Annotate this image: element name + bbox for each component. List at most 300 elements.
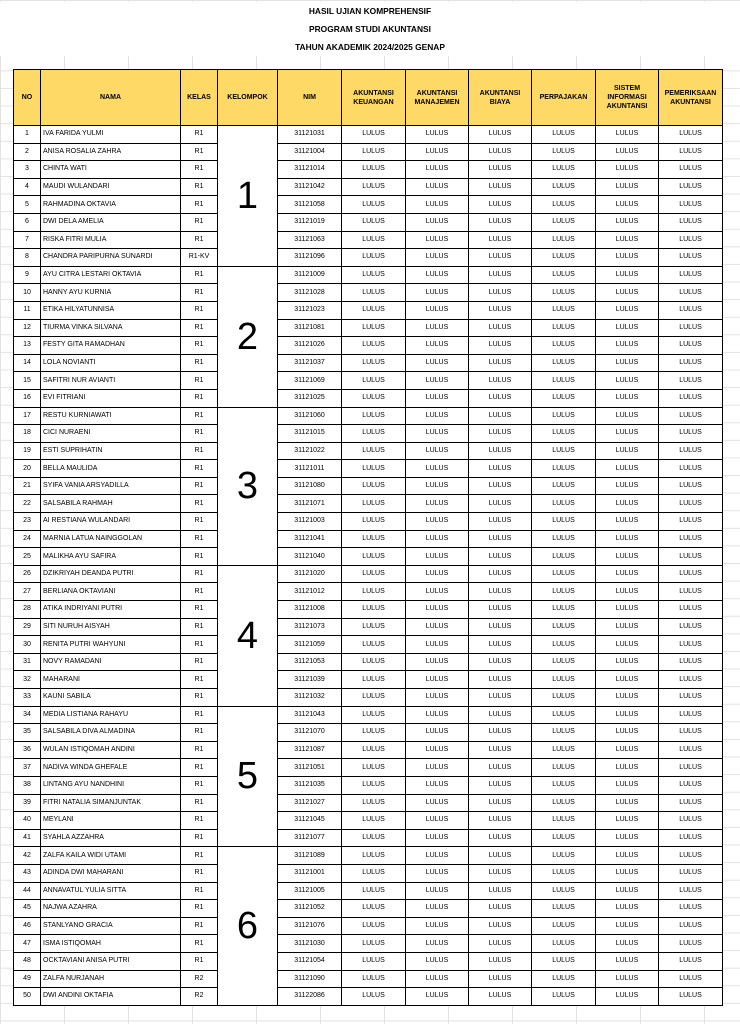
row-result: LULUS [659, 425, 723, 443]
row-result: LULUS [532, 583, 596, 601]
table-row [14, 354, 723, 372]
row-kelas: R1 [181, 812, 218, 830]
row-kelas: R1 [181, 530, 218, 548]
table-row [14, 601, 723, 619]
row-result: LULUS [406, 337, 469, 355]
row-result: LULUS [532, 882, 596, 900]
row-result: LULUS [596, 495, 659, 513]
row-kelas: R1 [181, 178, 218, 196]
row-result: LULUS [406, 917, 469, 935]
row-result: LULUS [342, 689, 406, 707]
row-nama: MAUDI WULANDARI [41, 178, 181, 196]
row-result: LULUS [659, 337, 723, 355]
col-header-subject: PEMERIKSAAN AKUNTANSI [659, 70, 723, 126]
row-nim: 31121052 [278, 900, 342, 918]
table-row [14, 231, 723, 249]
row-no: 11 [14, 301, 41, 319]
row-result: LULUS [469, 988, 532, 1006]
row-nama: MARNIA LATUA NAINGGOLAN [41, 530, 181, 548]
row-result: LULUS [596, 319, 659, 337]
row-result: LULUS [532, 653, 596, 671]
row-result: LULUS [596, 407, 659, 425]
row-result: LULUS [406, 477, 469, 495]
row-result: LULUS [342, 601, 406, 619]
row-nama: SYIFA VANIA ARSYADILLA [41, 477, 181, 495]
row-result: LULUS [532, 337, 596, 355]
row-result: LULUS [469, 952, 532, 970]
row-result: LULUS [406, 847, 469, 865]
row-result: LULUS [469, 460, 532, 478]
group-label: 1 [218, 126, 278, 267]
row-nama: STANLYANO GRACIA [41, 917, 181, 935]
row-result: LULUS [406, 864, 469, 882]
row-result: LULUS [469, 636, 532, 654]
row-result: LULUS [342, 407, 406, 425]
row-result: LULUS [342, 284, 406, 302]
row-result: LULUS [659, 829, 723, 847]
row-result: LULUS [596, 143, 659, 161]
row-nim: 31121081 [278, 319, 342, 337]
row-result: LULUS [532, 513, 596, 531]
row-result: LULUS [469, 864, 532, 882]
row-nama: KAUNI SABILA [41, 689, 181, 707]
row-no: 16 [14, 389, 41, 407]
row-nim: 31121058 [278, 196, 342, 214]
row-result: LULUS [406, 126, 469, 144]
results-table [13, 69, 723, 1006]
row-result: LULUS [596, 477, 659, 495]
row-result: LULUS [659, 653, 723, 671]
row-result: LULUS [532, 689, 596, 707]
row-kelas: R1 [181, 354, 218, 372]
row-result: LULUS [406, 741, 469, 759]
row-result: LULUS [659, 284, 723, 302]
row-result: LULUS [406, 900, 469, 918]
row-result: LULUS [406, 319, 469, 337]
row-nama: NAJWA AZAHRA [41, 900, 181, 918]
row-result: LULUS [406, 812, 469, 830]
table-row [14, 952, 723, 970]
row-no: 25 [14, 548, 41, 566]
row-kelas: R1 [181, 636, 218, 654]
row-no: 20 [14, 460, 41, 478]
row-result: LULUS [532, 477, 596, 495]
row-kelas: R1 [181, 513, 218, 531]
row-kelas: R1 [181, 319, 218, 337]
row-result: LULUS [469, 249, 532, 267]
row-result: LULUS [469, 442, 532, 460]
row-result: LULUS [469, 917, 532, 935]
row-kelas: R1 [181, 389, 218, 407]
table-row [14, 636, 723, 654]
row-nim: 31121025 [278, 389, 342, 407]
row-result: LULUS [342, 301, 406, 319]
results-body [14, 126, 723, 1006]
row-result: LULUS [532, 143, 596, 161]
row-result: LULUS [659, 917, 723, 935]
row-result: LULUS [532, 213, 596, 231]
row-result: LULUS [342, 530, 406, 548]
row-result: LULUS [469, 389, 532, 407]
row-nim: 31121008 [278, 601, 342, 619]
row-no: 45 [14, 900, 41, 918]
row-nim: 31121012 [278, 583, 342, 601]
row-nim: 31121040 [278, 548, 342, 566]
row-result: LULUS [596, 266, 659, 284]
row-result: LULUS [659, 495, 723, 513]
row-result: LULUS [406, 829, 469, 847]
row-kelas: R1 [181, 829, 218, 847]
row-no: 24 [14, 530, 41, 548]
row-result: LULUS [406, 495, 469, 513]
row-nama: SALSABILA RAHMAH [41, 495, 181, 513]
row-nim: 31121030 [278, 935, 342, 953]
row-result: LULUS [342, 900, 406, 918]
row-result: LULUS [406, 601, 469, 619]
row-kelas: R1 [181, 337, 218, 355]
row-result: LULUS [469, 143, 532, 161]
row-nama: TIURMA VINKA SILVANA [41, 319, 181, 337]
row-result: LULUS [532, 970, 596, 988]
row-nama: RISKA FITRI MULIA [41, 231, 181, 249]
row-result: LULUS [469, 601, 532, 619]
table-row [14, 372, 723, 390]
row-nim: 31121037 [278, 354, 342, 372]
row-nim: 31121054 [278, 952, 342, 970]
row-nim: 31121019 [278, 213, 342, 231]
table-row [14, 495, 723, 513]
row-result: LULUS [342, 389, 406, 407]
row-kelas: R1 [181, 231, 218, 249]
row-kelas: R1 [181, 653, 218, 671]
row-result: LULUS [532, 601, 596, 619]
table-row [14, 178, 723, 196]
table-row [14, 249, 723, 267]
row-no: 43 [14, 864, 41, 882]
row-nim: 31121045 [278, 812, 342, 830]
row-kelas: R1 [181, 671, 218, 689]
row-result: LULUS [406, 266, 469, 284]
row-nim: 31121022 [278, 442, 342, 460]
row-result: LULUS [596, 213, 659, 231]
row-result: LULUS [469, 161, 532, 179]
row-result: LULUS [342, 952, 406, 970]
row-nama: LINTANG AYU NANDHINI [41, 776, 181, 794]
row-kelas: R1 [181, 284, 218, 302]
row-kelas: R1 [181, 442, 218, 460]
row-nama: WULAN ISTIQOMAH ANDINI [41, 741, 181, 759]
row-result: LULUS [532, 829, 596, 847]
row-no: 14 [14, 354, 41, 372]
row-kelas: R1 [181, 689, 218, 707]
row-nama: OCKTAVIANI ANISA PUTRI [41, 952, 181, 970]
row-nama: CICI NURAENI [41, 425, 181, 443]
row-result: LULUS [469, 495, 532, 513]
row-result: LULUS [342, 495, 406, 513]
row-result: LULUS [406, 530, 469, 548]
row-result: LULUS [406, 231, 469, 249]
row-kelas: R1 [181, 882, 218, 900]
row-result: LULUS [469, 565, 532, 583]
table-row [14, 794, 723, 812]
row-result: LULUS [596, 917, 659, 935]
row-result: LULUS [596, 636, 659, 654]
row-no: 31 [14, 653, 41, 671]
table-row [14, 337, 723, 355]
row-result: LULUS [342, 126, 406, 144]
table-row [14, 442, 723, 460]
table-row [14, 741, 723, 759]
row-result: LULUS [469, 689, 532, 707]
row-no: 15 [14, 372, 41, 390]
row-result: LULUS [532, 301, 596, 319]
row-result: LULUS [406, 970, 469, 988]
row-result: LULUS [469, 829, 532, 847]
group-label: 3 [218, 407, 278, 565]
row-nama: HANNY AYU KURNIA [41, 284, 181, 302]
row-result: LULUS [596, 776, 659, 794]
row-nama: ADINDA DWI MAHARANI [41, 864, 181, 882]
row-no: 39 [14, 794, 41, 812]
table-row [14, 970, 723, 988]
row-nim: 31121053 [278, 653, 342, 671]
title-line: PROGRAM STUDI AKUNTANSI [0, 20, 740, 38]
row-result: LULUS [659, 372, 723, 390]
row-no: 49 [14, 970, 41, 988]
row-nama: DWI ANDINI OKTAFIA [41, 988, 181, 1006]
row-result: LULUS [659, 565, 723, 583]
row-no: 4 [14, 178, 41, 196]
row-result: LULUS [659, 548, 723, 566]
row-result: LULUS [469, 301, 532, 319]
row-nim: 31121004 [278, 143, 342, 161]
row-nim: 31121059 [278, 636, 342, 654]
row-result: LULUS [532, 231, 596, 249]
row-nim: 31122086 [278, 988, 342, 1006]
row-result: LULUS [659, 178, 723, 196]
document-titles [0, 2, 740, 56]
row-nama: IVA FARIDA YULMI [41, 126, 181, 144]
row-nim: 31121051 [278, 759, 342, 777]
row-result: LULUS [532, 794, 596, 812]
row-nama: SAFITRI NUR AVIANTI [41, 372, 181, 390]
row-result: LULUS [342, 653, 406, 671]
row-no: 47 [14, 935, 41, 953]
row-result: LULUS [406, 389, 469, 407]
table-row [14, 565, 723, 583]
table-row [14, 671, 723, 689]
row-result: LULUS [596, 794, 659, 812]
row-result: LULUS [406, 548, 469, 566]
row-nim: 31121026 [278, 337, 342, 355]
group-label: 4 [218, 565, 278, 706]
row-result: LULUS [469, 653, 532, 671]
row-result: LULUS [659, 776, 723, 794]
col-header-kelompok: KELOMPOK [218, 70, 278, 126]
row-kelas: R1 [181, 952, 218, 970]
row-kelas: R1 [181, 460, 218, 478]
row-nim: 31121069 [278, 372, 342, 390]
row-nim: 31121042 [278, 178, 342, 196]
table-row [14, 988, 723, 1006]
col-header-no: NO [14, 70, 41, 126]
row-nama: ESTI SUPRIHATIN [41, 442, 181, 460]
row-result: LULUS [469, 213, 532, 231]
row-result: LULUS [596, 425, 659, 443]
row-result: LULUS [469, 196, 532, 214]
table-row [14, 706, 723, 724]
row-result: LULUS [469, 671, 532, 689]
row-result: LULUS [532, 636, 596, 654]
row-nim: 31121089 [278, 847, 342, 865]
row-no: 3 [14, 161, 41, 179]
row-result: LULUS [342, 759, 406, 777]
row-kelas: R1 [181, 477, 218, 495]
row-kelas: R1 [181, 847, 218, 865]
row-nama: ZALFA NURJANAH [41, 970, 181, 988]
group-label: 6 [218, 847, 278, 1005]
row-nim: 31121028 [278, 284, 342, 302]
row-result: LULUS [406, 618, 469, 636]
row-result: LULUS [469, 178, 532, 196]
row-nim: 31121060 [278, 407, 342, 425]
row-kelas: R1 [181, 759, 218, 777]
row-result: LULUS [659, 864, 723, 882]
row-result: LULUS [659, 847, 723, 865]
row-result: LULUS [596, 601, 659, 619]
row-result: LULUS [342, 442, 406, 460]
row-result: LULUS [469, 530, 532, 548]
col-header-subject: PERPAJAKAN [532, 70, 596, 126]
table-row [14, 583, 723, 601]
row-result: LULUS [596, 935, 659, 953]
row-result: LULUS [596, 231, 659, 249]
row-kelas: R1 [181, 776, 218, 794]
row-result: LULUS [342, 829, 406, 847]
row-nim: 31121073 [278, 618, 342, 636]
row-nim: 31121071 [278, 495, 342, 513]
row-result: LULUS [532, 178, 596, 196]
table-row [14, 161, 723, 179]
row-result: LULUS [532, 266, 596, 284]
row-result: LULUS [406, 988, 469, 1006]
row-no: 37 [14, 759, 41, 777]
row-nama: ANNAVATUL YULIA SITTA [41, 882, 181, 900]
row-result: LULUS [342, 231, 406, 249]
row-result: LULUS [659, 460, 723, 478]
table-row [14, 917, 723, 935]
row-result: LULUS [596, 530, 659, 548]
row-result: LULUS [342, 583, 406, 601]
row-result: LULUS [406, 143, 469, 161]
row-nim: 31121031 [278, 126, 342, 144]
row-nama: ATIKA INDRIYANI PUTRI [41, 601, 181, 619]
row-result: LULUS [659, 601, 723, 619]
row-result: LULUS [469, 900, 532, 918]
row-no: 6 [14, 213, 41, 231]
row-result: LULUS [659, 249, 723, 267]
row-result: LULUS [342, 425, 406, 443]
row-result: LULUS [596, 653, 659, 671]
row-nama: DZIKRIYAH DEANDA PUTRI [41, 565, 181, 583]
table-row [14, 935, 723, 953]
row-result: LULUS [659, 301, 723, 319]
row-result: LULUS [596, 460, 659, 478]
table-row [14, 460, 723, 478]
table-row [14, 196, 723, 214]
row-nim: 31121041 [278, 530, 342, 548]
row-result: LULUS [659, 407, 723, 425]
row-nama: FESTY GITA RAMADHAN [41, 337, 181, 355]
row-result: LULUS [469, 970, 532, 988]
row-result: LULUS [532, 952, 596, 970]
table-row [14, 653, 723, 671]
row-no: 22 [14, 495, 41, 513]
row-result: LULUS [659, 618, 723, 636]
row-result: LULUS [469, 759, 532, 777]
row-result: LULUS [596, 829, 659, 847]
row-kelas: R1 [181, 301, 218, 319]
row-result: LULUS [532, 812, 596, 830]
row-kelas: R1 [181, 900, 218, 918]
row-result: LULUS [469, 266, 532, 284]
row-result: LULUS [469, 337, 532, 355]
row-result: LULUS [659, 389, 723, 407]
row-result: LULUS [596, 689, 659, 707]
row-kelas: R1 [181, 618, 218, 636]
row-nim: 31121070 [278, 724, 342, 742]
row-result: LULUS [532, 442, 596, 460]
row-result: LULUS [469, 407, 532, 425]
table-row [14, 882, 723, 900]
row-nim: 31121027 [278, 794, 342, 812]
row-kelas: R2 [181, 988, 218, 1006]
row-no: 48 [14, 952, 41, 970]
row-result: LULUS [532, 935, 596, 953]
row-result: LULUS [659, 741, 723, 759]
row-no: 1 [14, 126, 41, 144]
row-nama: RAHMADINA OKTAVIA [41, 196, 181, 214]
row-kelas: R1 [181, 583, 218, 601]
table-row [14, 548, 723, 566]
row-result: LULUS [406, 653, 469, 671]
row-result: LULUS [532, 741, 596, 759]
row-result: LULUS [596, 565, 659, 583]
row-result: LULUS [406, 636, 469, 654]
row-result: LULUS [406, 776, 469, 794]
row-no: 17 [14, 407, 41, 425]
col-header-kelas: KELAS [181, 70, 218, 126]
row-kelas: R1 [181, 706, 218, 724]
row-result: LULUS [342, 812, 406, 830]
row-result: LULUS [659, 477, 723, 495]
row-result: LULUS [469, 776, 532, 794]
row-no: 32 [14, 671, 41, 689]
row-no: 10 [14, 284, 41, 302]
row-result: LULUS [596, 337, 659, 355]
row-result: LULUS [532, 706, 596, 724]
row-nim: 31121077 [278, 829, 342, 847]
row-result: LULUS [469, 935, 532, 953]
row-result: LULUS [659, 266, 723, 284]
row-nama: CHANDRA PARIPURNA SUNARDI [41, 249, 181, 267]
row-result: LULUS [342, 847, 406, 865]
row-result: LULUS [532, 196, 596, 214]
row-result: LULUS [659, 935, 723, 953]
row-result: LULUS [342, 935, 406, 953]
row-result: LULUS [469, 284, 532, 302]
row-result: LULUS [342, 477, 406, 495]
